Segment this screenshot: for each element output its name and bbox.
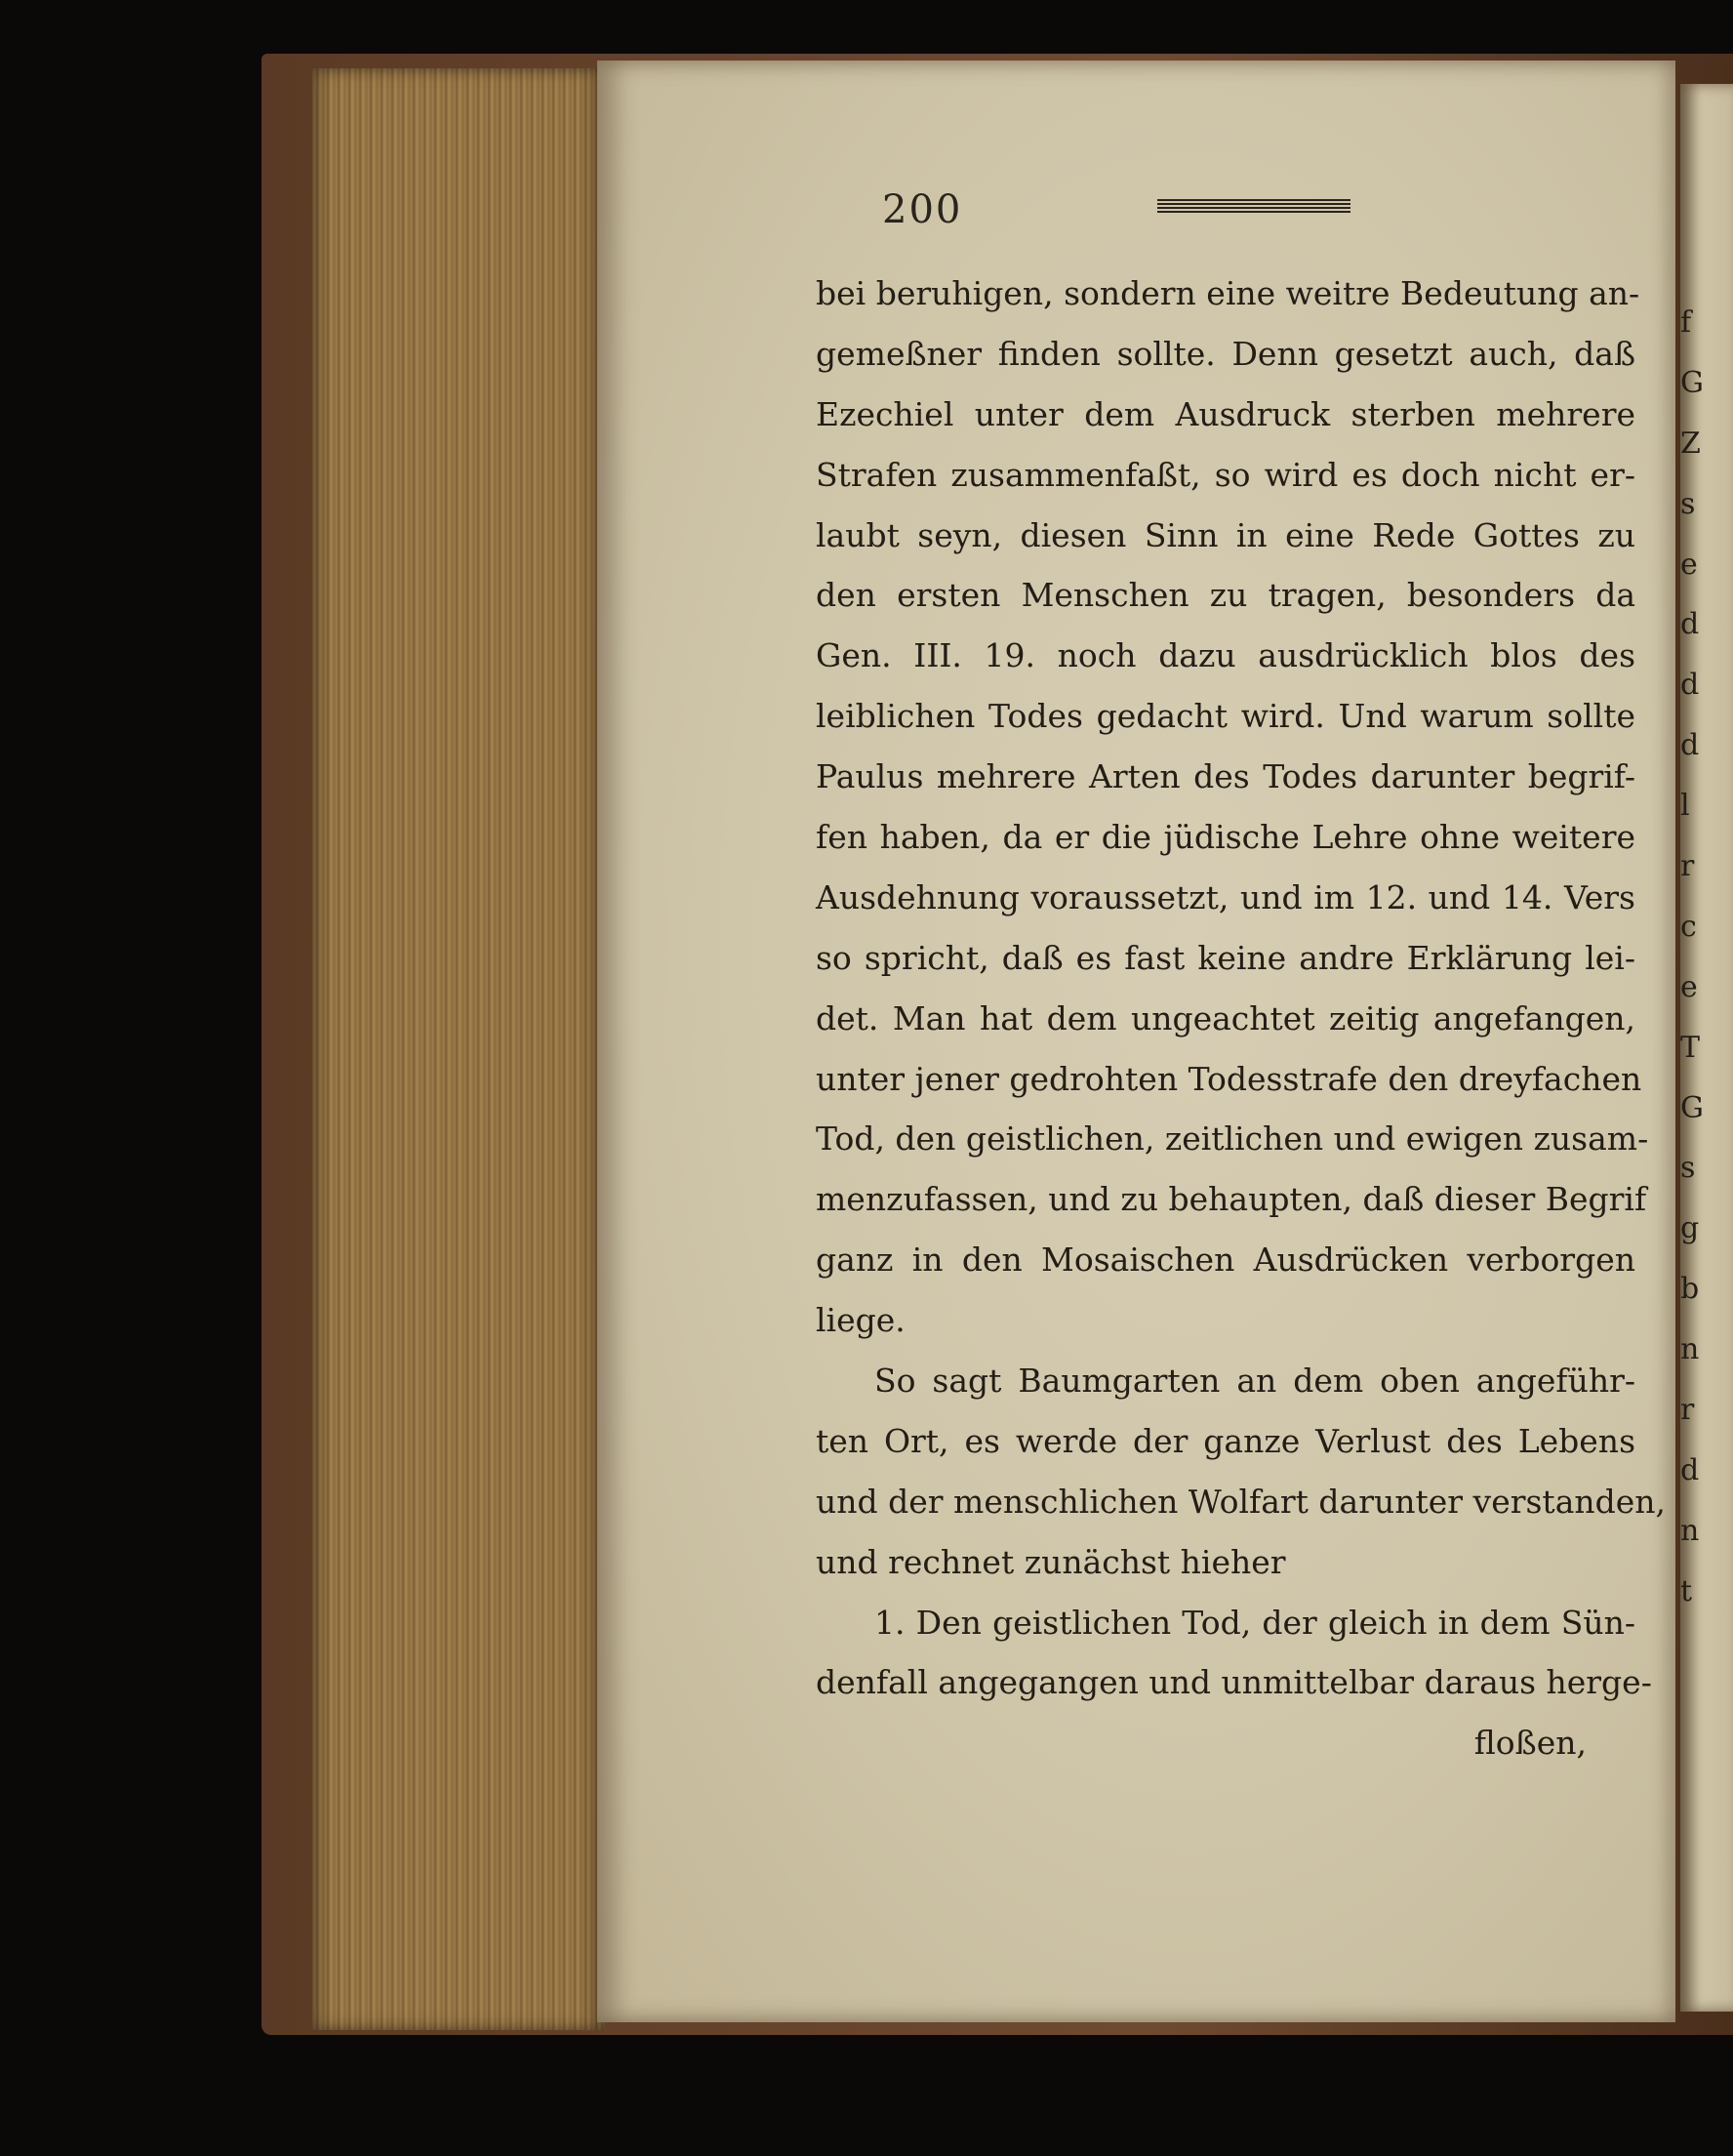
facing-page-fragment: g (1680, 1211, 1700, 1246)
text-line: fen haben, da er die jüdische Lehre ohne weitere (816, 818, 1635, 857)
body-text (816, 264, 1667, 1773)
facing-page-fragment: e (1680, 547, 1698, 582)
facing-page-fragment: d (1680, 668, 1700, 703)
text-line: so spricht, daß es fast keine andre Erklärung lei- (816, 938, 1635, 977)
facing-page-fragment: G (1680, 365, 1704, 400)
facing-page-fragment: n (1680, 1332, 1700, 1367)
text-line: Tod, den geistlichen, zeitlichen und ewigen zusam- (816, 1119, 1649, 1159)
facing-page-fragment: t (1680, 1573, 1693, 1608)
header-rule (1157, 199, 1350, 213)
text-line: Ezechiel unter dem Ausdruck sterben mehrere (816, 394, 1635, 433)
facing-page-fragment: T (1680, 1030, 1701, 1065)
facing-page-fragment: d (1680, 728, 1700, 763)
text-line: bei beruhigen, sondern eine weitre Bedeutung an- (816, 274, 1640, 312)
facing-page-fragment: n (1680, 1513, 1700, 1548)
facing-page-fragment: r (1680, 849, 1695, 884)
facing-page-fragments (1680, 293, 1704, 1622)
text-line: laubt seyn, diesen Sinn in eine Rede Gottes zu (816, 515, 1635, 554)
text-line: So sagt Baumgarten an dem oben angeführ- (874, 1362, 1635, 1401)
text-line: 1. Den geistlichen Tod, der gleich in dem Sün- (874, 1603, 1635, 1642)
facing-page-fragment: d (1680, 1452, 1700, 1487)
text-line: gemeßner finden sollte. Denn gesetzt auch, daß (816, 334, 1635, 373)
facing-page-fragment: Z (1680, 426, 1701, 461)
page-header (882, 187, 1350, 236)
facing-page-fragment: c (1680, 909, 1697, 944)
text-line: und der menschlichen Wolfart darunter verstanden, (816, 1482, 1667, 1521)
page-number: 200 (882, 187, 963, 232)
catchword: floßen, (1473, 1724, 1587, 1763)
facing-page-fragment: l (1680, 789, 1690, 824)
facing-page-fragment: b (1680, 1272, 1700, 1307)
text-line: Ausdehnung voraussetzt, und im 12. und 14. Vers (816, 877, 1635, 916)
text-line: Strafen zusammenfaßt, so wird es doch nicht er- (816, 455, 1635, 494)
text-line: und rechnet zunächst hieher (816, 1542, 1286, 1581)
page-edges (312, 68, 605, 2030)
text-line: Gen. III. 19. noch dazu ausdrücklich blos des (816, 636, 1635, 675)
text-line: liege. (816, 1301, 906, 1340)
text-line: unter jener gedrohten Todesstrafe den dreyfachen (816, 1059, 1642, 1098)
facing-page-fragment: e (1680, 969, 1698, 1004)
text-line: ganz in den Mosaischen Ausdrücken verborgen (816, 1241, 1635, 1280)
facing-page-fragment: s (1680, 486, 1696, 521)
facing-page-edge (1680, 84, 1733, 2012)
text-line: Paulus mehrere Arten des Todes darunter begrif- (816, 757, 1635, 796)
text-line: menzufassen, und zu behaupten, daß dieser Begrif (816, 1180, 1647, 1219)
text-line: den ersten Menschen zu tragen, besonders da (816, 576, 1635, 615)
text-line: denfall angegangen und unmittelbar daraus herge- (816, 1663, 1652, 1702)
facing-page-fragment: s (1680, 1151, 1696, 1186)
facing-page-fragment: f (1680, 305, 1692, 340)
text-line: ten Ort, es werde der ganze Verlust des Lebens (816, 1421, 1635, 1460)
facing-page-fragment: G (1680, 1090, 1704, 1125)
text-line: leiblichen Todes gedacht wird. Und warum sollte (816, 697, 1635, 736)
text-line: det. Man hat dem ungeachtet zeitig angefangen, (816, 998, 1635, 1037)
facing-page-fragment: d (1680, 607, 1700, 642)
facing-page-fragment: r (1680, 1393, 1695, 1428)
